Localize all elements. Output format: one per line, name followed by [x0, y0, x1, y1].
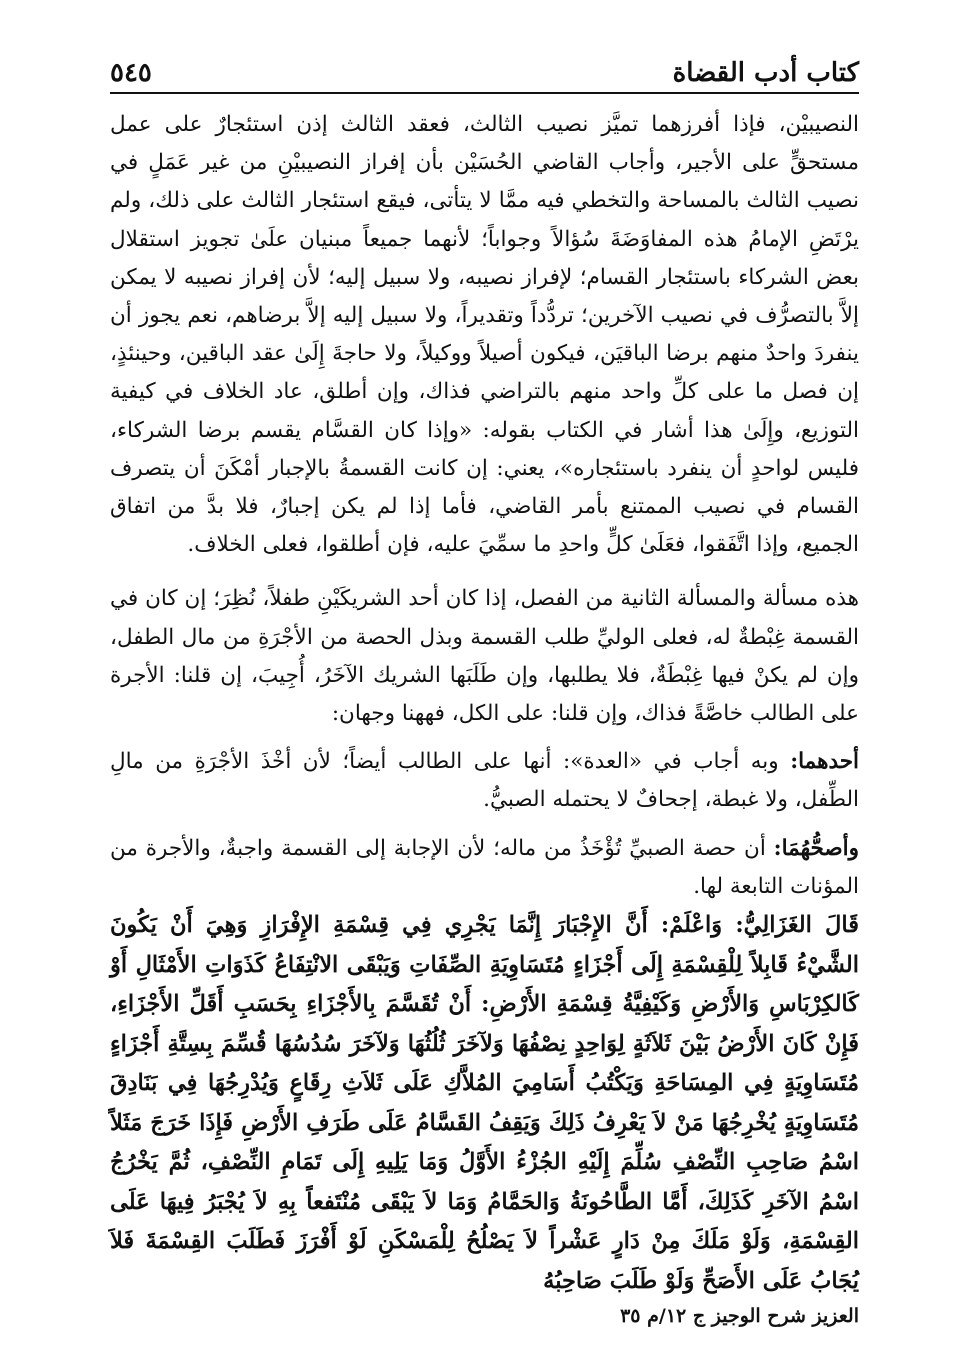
running-title: كتاب أدب القضاة [672, 58, 859, 88]
paragraph-3-lead: أحدهما: [790, 749, 859, 775]
quoted-matn [110, 906, 859, 1301]
paragraph-3-text: وبه أجاب في «العدة»: أنها على الطالب أيضاً؛ لأن أخْذَ الأجْرَةِ من مالِ الطِّفل، ولا غبطة، إجحافٌ لا يحتمله الصبيُّ. [110, 749, 859, 813]
paragraph-1-text: النصيبيْن، فإذا أفرزهما تميَّز نصيب الثالث، فعقد الثالث إذن استئجارٌ على عمل مستحقٍّ على الأجير، وأجاب القاضي الحُسَيْن بأن إفراز النصيبيْنِ من غير عَمَلٍ في نصيب الثالث بالمساحة والتخطي فيه ممَّا لا يتأتى، فيقع استئجار الثالث على ذلك، ولم يرْتَضِ الإمامُ هذه المفاوَضَةَ سُؤالاً وجواباً؛ لأنهما جميعاً مبنيان علَىٰ تجويز استقلال بعض الشركاء باستئجار القسام؛ لإفراز نصيبه، ولا سبيل إليه؛ لأن إفراز نصيبه لا يمكن إلاَّ بالتصرُّف في نصيب الآخرين؛ تردُّداً وتقديراً، ولا سبيل إليه إلاَّ برضاهم، نعم يجوز أن ينفردَ واحدٌ منهم برضا الباقيَن، فيكون أصيلاً ووكيلاً، ولا حاجةَ إِلَىٰ عقد الباقين، وحينئذٍ، إن فصل ما على كلِّ واحد منهم بالتراضي فذاك، وإن أطلق، عاد الخلاف في كيفية التوزيع، وإِلَىٰ هذا أشار في الكتاب بقوله: «وإذا كان القسَّام يقسم برضا الشركاء، فليس لواحدٍ أن ينفرد باستئجاره»، يعني: إن كانت القسمةُ بالإجبار أمْكَنَ أن يتصرف القسام في نصيب الممتنع بأمر القاضي، فأما إذا لم يكن إجبارٌ، فلا بدَّ من اتفاق الجميع، وإذا اتَّفَقوا، فعَلَىٰ كلٍّ واحدِ ما سمِّيَ عليه، فإن أطلقوا، فعلى الخلاف. [110, 112, 859, 558]
page-number: ٥٤٥ [110, 58, 152, 88]
header-rule [110, 92, 859, 94]
paragraph-2-text: هذه مسألة والمسألة الثانية من الفصل، إذا كان أحد الشريكَيْنِ طفلاً، نُظِرَ؛ إن كان في القسمة غِبْطةٌ له، فعلى الوليِّ طلب القسمة وبذل الحصة من الأجْرَةِ من مال الطفل، وإن لم يكنْ فيها غِبْطَةٌ، فلا يطلبها، وإن طَلَبَها الشريك الآخَرُ، أُجِيبَ، إن قلنا: الأجرة على الطالب خاصَّةً فذاك، وإن قلنا: على الكل، فههنا وجهان: [110, 586, 859, 727]
paragraph-1 [110, 106, 859, 564]
quoted-matn-text: وَاعْلَمْ: أَنَّ الإِجْبَارَ إِنَّمَا يَجْرِي فِي قِسْمَةِ الإِفْرَازِ وَهِيَ أَنْ يَكُونَ الشَّيْءُ قَابِلاً لِلْقِسْمَةِ إِلَى أَجْزَاءٍ مُتَسَاوِيَةِ الصِّفَاتِ وَيَبْقَى الانْتِفَاعُ كَذَوَاتِ الأَمْثَالِ أَوْ كَالكِرْبَاسِ وَالأَرْضِ وَكَيْفِيَّةُ قِسْمَةِ الأَرْضِ: أَنْ تُقَسَّمَ بِالأَجْزَاءِ بِحَسَبِ أَقَلِّ الأَجْزَاءِ، فَإِنْ كَانَ الأَرْضُ بَيْنَ ثَلاَثَةٍ لِوَاحِدٍ نِصْفُهَا وَلآخَرَ ثُلُثُهَا وَلآخَرَ سُدُسُهَا قُسِّمَ بِسِتَّةِ أَجْزَاءٍ مُتَسَاوِيَةٍ فِي المِسَاحَةِ وَيَكْتُبُ أَسَامِيَ المُلاَّكِ عَلَى ثَلاَثِ رِقَاعٍ وَيُدْرِجُهَا فِي بَنَادِقَ مُتَسَاوِيَةٍ يُخْرِجُهَا مَنْ لاَ يَعْرِفُ ذَلِكَ وَيَقِفُ القَسَّامُ عَلَى طَرَفِ الأَرْضِ فَإِذَا خَرَجَ مَثَلاً اسْمُ صَاحِبِ النِّصْفِ سُلِّمَ إِلَيْهِ الجُزْءُ الأَوَّلُ وَمَا يَلِيهِ إِلَى تَمَامِ النِّصْفِ، ثُمَّ يَخْرُجُ اسْمُ الآخَرِ كَذَلِكَ، أَمَّا الطَّاحُونَةُ وَالحَمَّامُ وَمَا لاَ يَبْقَى مُنْتَفعاً بِهِ لاَ يُجْبَرُ فِيهَا عَلَى القِسْمَةِ، وَلَوْ مَلَكَ مِنْ دَارٍ عَشْراً لاَ يَصْلُحُ لِلْمَسْكَنِ لَوْ أَفْرَزَ فَطَلَبَ القِسْمَةَ فَلاَ يُجَابُ عَلَى الأَصَحِّ وَلَوْ طَلَبَ صَاحِبُهُ [110, 912, 859, 1294]
paragraph-3 [110, 743, 859, 819]
page-signature: العزيز شرح الوجيز ج ١٢/م ٣٥ [620, 1305, 859, 1327]
paragraph-4-lead: وأصحُّهُمَا: [773, 835, 859, 861]
paragraph-4 [110, 830, 859, 906]
paragraph-4-text: أن حصة الصبيِّ تُؤْخَذُ من ماله؛ لأن الإجابة إلى القسمة واجبةٌ، والأجرة من المؤنات التابعة لها. [110, 835, 859, 899]
page-body [110, 106, 859, 1301]
page-header [110, 48, 859, 88]
quoted-matn-lead: قَالَ الغَزَالِيُّ: [735, 912, 859, 939]
paragraph-2 [110, 580, 859, 733]
